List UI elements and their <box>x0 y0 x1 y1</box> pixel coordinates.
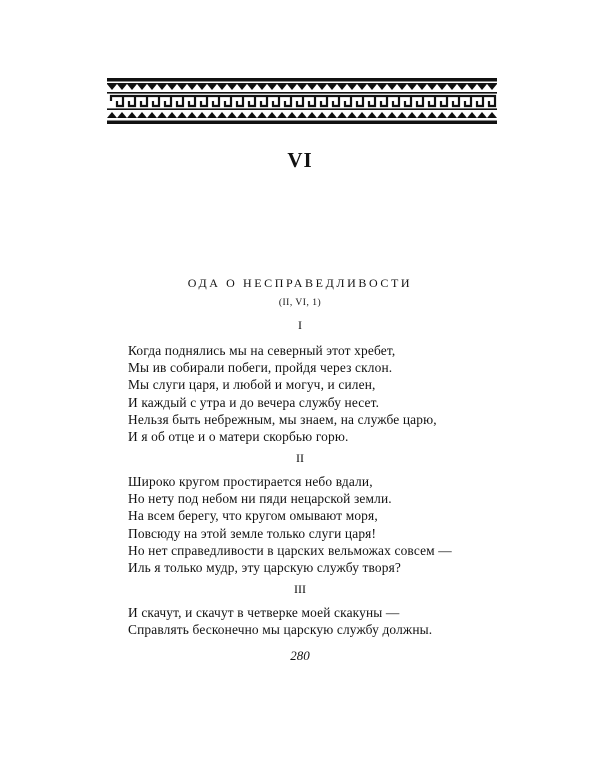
meander-band <box>111 96 495 106</box>
poem-line: Нельзя быть небрежным, мы знаем, на службе царю, <box>128 411 437 427</box>
border-triangle <box>127 84 137 90</box>
poem-line: И я об отце и о матери скорбью горю. <box>128 429 349 445</box>
border-triangle <box>287 84 297 90</box>
border-triangle <box>417 112 427 118</box>
border-triangle <box>107 84 117 90</box>
stanza <box>128 604 488 638</box>
border-triangle <box>477 112 487 118</box>
border-triangle <box>357 84 367 90</box>
border-triangle <box>407 84 417 90</box>
poem-title: ОДА О НЕСПРАВЕДЛИВОСТИ <box>187 276 413 290</box>
border-triangle <box>137 112 147 118</box>
poem-line: Мы ив собирали побеги, пройдя через склон. <box>128 360 393 376</box>
stanza-number: III <box>294 582 306 596</box>
poem-line: Мы слуги царя, и любой и могуч, и силен, <box>128 377 376 393</box>
border-triangle <box>457 112 467 118</box>
border-triangle <box>437 112 447 118</box>
decorative-border-ornament <box>107 78 497 124</box>
stanza <box>128 342 488 445</box>
border-triangle <box>467 112 477 118</box>
poem-line: На всем берегу, что кругом омывают моря, <box>128 508 378 524</box>
border-triangle <box>337 112 347 118</box>
poem-line: Иль я только мудр, эту царскую службу творя? <box>128 560 402 576</box>
border-triangle <box>157 84 167 90</box>
border-triangle <box>287 112 297 118</box>
border-triangle <box>417 84 427 90</box>
border-triangle <box>227 112 237 118</box>
poem-line: И каждый с утра и до вечера службу несет. <box>128 394 380 410</box>
border-triangle <box>357 112 367 118</box>
border-triangle <box>397 112 407 118</box>
border-triangle <box>197 84 207 90</box>
border-triangle <box>427 84 437 90</box>
poem-line: Повсюду на этой земле только слуги царя! <box>128 525 377 541</box>
border-triangle <box>267 84 277 90</box>
border-triangle <box>347 84 357 90</box>
border-triangle <box>377 84 387 90</box>
border-triangle <box>437 84 447 90</box>
poem-line: И скачут, и скачут в четверке моей скакуны — <box>128 605 400 620</box>
border-triangle <box>117 84 127 90</box>
border-triangle <box>297 84 307 90</box>
border-triangle <box>267 112 277 118</box>
poem-line: Но нету под небом ни пяди нецарской земли. <box>128 491 392 507</box>
page-number: 280 <box>290 648 310 663</box>
border-triangle <box>347 112 357 118</box>
border-triangle <box>277 112 287 118</box>
border-triangle <box>367 112 377 118</box>
border-triangle <box>307 84 317 90</box>
border-triangle <box>277 84 287 90</box>
border-triangles-top <box>107 83 497 84</box>
border-triangle <box>127 112 137 118</box>
border-triangle <box>137 84 147 90</box>
border-triangle <box>247 84 257 90</box>
border-triangle <box>327 112 337 118</box>
poem-line: Широко кругом простирается небо вдали, <box>128 474 373 489</box>
border-triangle <box>207 112 217 118</box>
stanza-number: I <box>298 318 302 332</box>
border-triangle <box>247 112 257 118</box>
border-triangle <box>257 112 267 118</box>
border-triangle <box>177 112 187 118</box>
border-triangle <box>177 84 187 90</box>
border-triangle <box>217 112 227 118</box>
border-triangle <box>307 112 317 118</box>
border-triangle <box>187 112 197 118</box>
border-triangle <box>447 84 457 90</box>
poem-line: Но нет справедливости в царских вельможах совсем — <box>128 542 452 558</box>
chapter-number: VI <box>287 148 313 172</box>
border-triangle <box>167 84 177 90</box>
border-triangle <box>117 112 127 118</box>
border-triangle <box>317 84 327 90</box>
poem-source-reference: (II, VI, 1) <box>278 298 322 308</box>
border-triangle <box>387 84 397 90</box>
border-triangle <box>237 84 247 90</box>
border-triangle <box>147 112 157 118</box>
border-triangle <box>467 84 477 90</box>
border-triangle <box>317 112 327 118</box>
border-triangle <box>157 112 167 118</box>
border-triangle <box>367 84 377 90</box>
border-triangle <box>207 84 217 90</box>
border-triangle <box>217 84 227 90</box>
border-triangle <box>457 84 467 90</box>
border-triangle <box>237 112 247 118</box>
border-triangle <box>377 112 387 118</box>
border-triangle <box>407 112 417 118</box>
border-triangle <box>447 112 457 118</box>
border-triangle <box>187 84 197 90</box>
border-triangle <box>107 112 117 118</box>
border-triangle <box>487 84 497 90</box>
border-triangle <box>147 84 157 90</box>
border-triangle <box>197 112 207 118</box>
border-triangle <box>297 112 307 118</box>
border-triangle <box>427 112 437 118</box>
border-triangle <box>327 84 337 90</box>
border-triangle <box>257 84 267 90</box>
border-triangle <box>387 112 397 118</box>
border-triangle <box>337 84 347 90</box>
border-triangle <box>227 84 237 90</box>
poem-line: Когда поднялись мы на северный этот хребет, <box>128 343 396 358</box>
border-triangle <box>477 84 487 90</box>
stanza-number: II <box>296 451 304 465</box>
border-triangle <box>167 112 177 118</box>
poem-line: Справлять бесконечно мы царскую службу должны. <box>128 622 433 638</box>
border-triangle <box>487 112 497 118</box>
stanza <box>128 473 488 576</box>
border-triangle <box>397 84 407 90</box>
